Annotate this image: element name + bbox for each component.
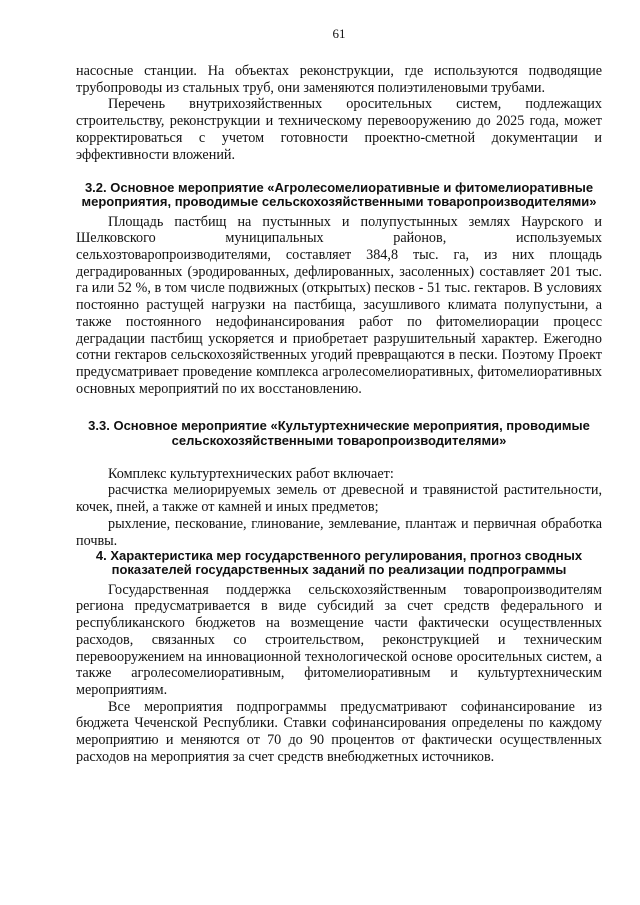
section-3-3-heading: 3.3. Основное мероприятие «Культуртехнические мероприятия, проводимые сельскохозяйственными товаропроизводителями» [88, 418, 590, 448]
section-3-3-paragraph-1: Комплекс культуртехнических работ включает: [108, 465, 394, 482]
section-3-3-paragraph-3: рыхление, пескование, глинование, землевание, плантаж и первичная обработка почвы. [76, 515, 602, 549]
section-4-paragraph-1: Государственная поддержка сельскохозяйственным товаропроизводителям региона предусматривается в виде субсидий за счет средств федерального и республиканского бюджетов на возмещение части фактически осуществленных расходов, связанных со строительством, реконструкцией и техническим перевооружением на инновационной технологической основе оросительных систем, а также агролесомелиоративным, фитомелиоративным и культуртехническим мероприятиям. [76, 581, 602, 698]
page-number: 61 [332, 26, 346, 41]
intro-paragraph-2: Перечень внутрихозяйственных оросительных систем, подлежащих строительству, реконструкции и техническому перевооружению до 2025 года, может корректироваться с учетом готовности проектно-сметной документации и эффективности вложений. [76, 96, 602, 163]
section-3-3-paragraph-2: расчистка мелиорируемых земель от древесной и травянистой растительности, кочек, пней, а также от камней и иных предметов; [76, 482, 602, 516]
intro-paragraph-1: насосные станции. На объектах реконструкции, где используются подводящие трубопроводы из стальных труб, они заменяются полиэтиленовыми трубами. [76, 63, 602, 96]
section-3-2-paragraph: Площадь пастбищ на пустынных и полупустынных землях Наурского и Шелковского муниципальных районов, используемых сельхозтоваропроизводителями, составляет 384,8 тыс. га, из них площадь деградированных (эродированных, дефлированных, засоленных) составляет 201 тыс. га или 52 %, в том числе подвижных (открытых) песков - 51 тыс. гектаров. В условиях постоянно растущей нагрузки на пастбища, засушливого климата полупустыни, а также постоянного недофинансирования работ по фитомелиорации процесс деградации пастбищ ускоряется и приобретает разрушительный характер. Ежегодно сотни гектаров сельскохозяйственных угодий превращаются в пески. Поэтому Проект предусматривает проведение комплекса агролесомелиоративных, фитомелиоративных основных мероприятий по их восстановлению. [76, 213, 602, 397]
section-4-paragraph-2: Все мероприятия подпрограммы предусматривают софинансирование из бюджета Чеченской Республики. Ставки софинансирования определены по каждому мероприятию и меняются от 70 до 90 процентов от фактически осуществленных расходов на мероприятия за счет средств внебюджетных источников. [76, 698, 602, 765]
section-3-2-heading: 3.2. Основное мероприятие «Агролесомелиоративные и фитомелиоративные мероприятия, проводимые сельскохозяйственными товаропроизводителями» [81, 180, 597, 210]
section-4-heading: 4. Характеристика мер государственного регулирования, прогноз сводных показателей государственных заданий по реализации подпрограммы [95, 548, 583, 578]
